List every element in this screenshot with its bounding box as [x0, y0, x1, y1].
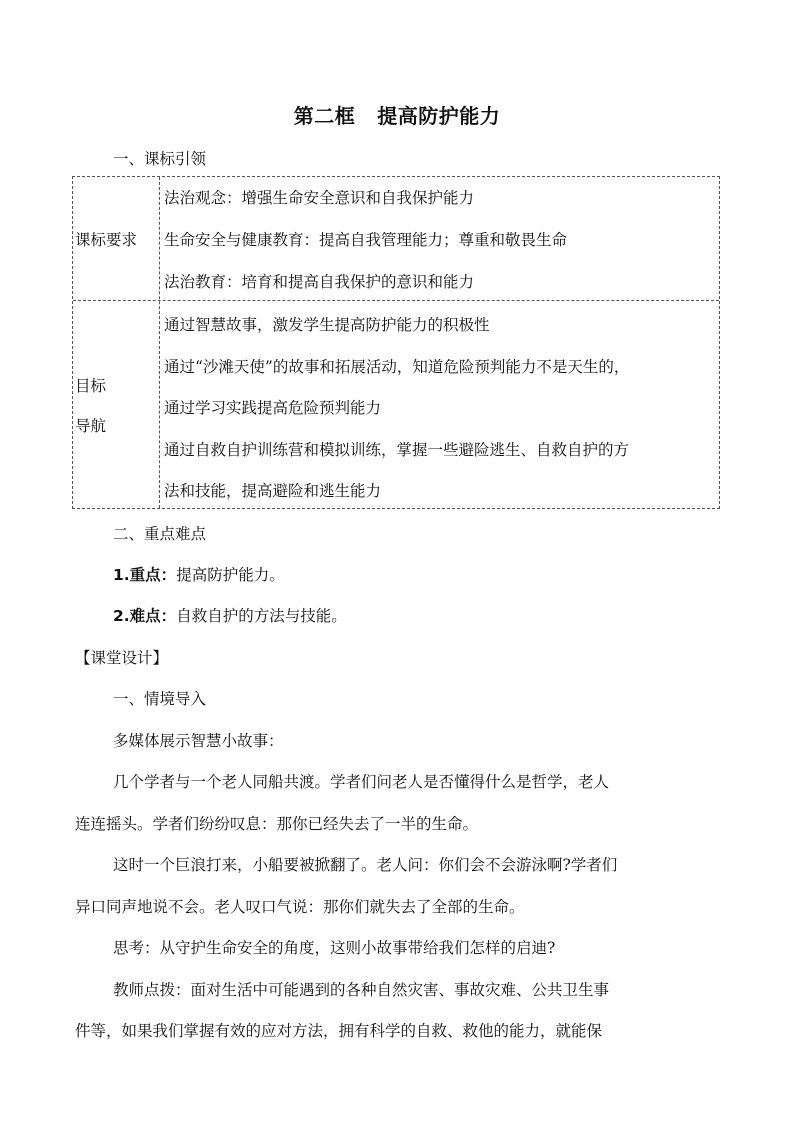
class-design-heading: 【课堂设计】: [75, 649, 169, 667]
title-part-2: 提高防护能力: [377, 104, 501, 128]
row2-label-2: 导航: [75, 417, 107, 435]
section-heading-key-points: 二、重点难点: [113, 525, 207, 543]
difficult-point-label: 2.难点：: [113, 607, 177, 625]
key-point-text: 提高防护能力。: [176, 566, 285, 584]
title-part-1: 第二框: [293, 104, 356, 128]
body-paragraph-line: 连连摇头。学者们纷纷叹息：那你已经失去了一半的生命。: [75, 815, 479, 833]
difficult-point-line: [113, 605, 347, 627]
table-column-divider: [159, 177, 160, 508]
body-paragraph-line: 几个学者与一个老人同船共渡。学者们问老人是否懂得什么是哲学，老人: [113, 773, 610, 791]
page-title: [0, 100, 794, 129]
body-paragraph-line: 件等，如果我们掌握有效的应对方法，拥有科学的自救、救他的能力，就能保: [75, 1022, 603, 1040]
body-paragraph-line: 多媒体展示智慧小故事：: [113, 732, 284, 750]
difficult-point-text: 自救自护的方法与技能。: [176, 607, 347, 625]
body-paragraph-line: 这时一个巨浪打来，小船要被掀翻了。老人问：你们会不会游泳啊?学者们: [113, 856, 618, 874]
row1-line-3: 法治教育：培育和提高自我保护的意识和能力: [164, 273, 475, 291]
row2-line-3: 通过学习实践提高危险预判能力: [164, 399, 382, 417]
row2-line-5: 法和技能，提高避险和逃生能力: [164, 482, 382, 500]
section-heading-standards: 一、课标引领: [113, 150, 207, 168]
key-point-line: [113, 564, 285, 586]
row1-line-2: 生命安全与健康教育：提高自我管理能力；尊重和敬畏生命: [164, 231, 568, 249]
standards-table: [72, 176, 720, 509]
row1-line-1: 法治观念：增强生命安全意识和自我保护能力: [164, 189, 475, 207]
body-paragraph-line: 教师点拨：面对生活中可能遇到的各种自然灾害、事故灾难、公共卫生事: [113, 981, 610, 999]
row2-line-1: 通过智慧故事，激发学生提高防护能力的积极性: [164, 316, 490, 334]
table-row-divider: [73, 300, 719, 301]
row2-line-2: 通过“沙滩天使”的故事和拓展活动，知道危险预判能力不是天生的，: [164, 358, 630, 376]
row1-label: 课标要求: [75, 231, 138, 249]
section-heading-intro: 一、情境导入: [113, 690, 207, 708]
body-paragraph-line: 异口同声地说不会。老人叹口气说：那你们就失去了全部的生命。: [75, 898, 525, 916]
row2-label-1: 目标: [75, 377, 107, 395]
row2-line-4: 通过自救自护训练营和模拟训练，掌握一些避险逃生、自救自护的方: [164, 441, 630, 459]
key-point-label: 1.重点：: [113, 566, 177, 584]
body-paragraph-line: 思考：从守护生命安全的角度，这则小故事带给我们怎样的启迪?: [113, 939, 556, 957]
